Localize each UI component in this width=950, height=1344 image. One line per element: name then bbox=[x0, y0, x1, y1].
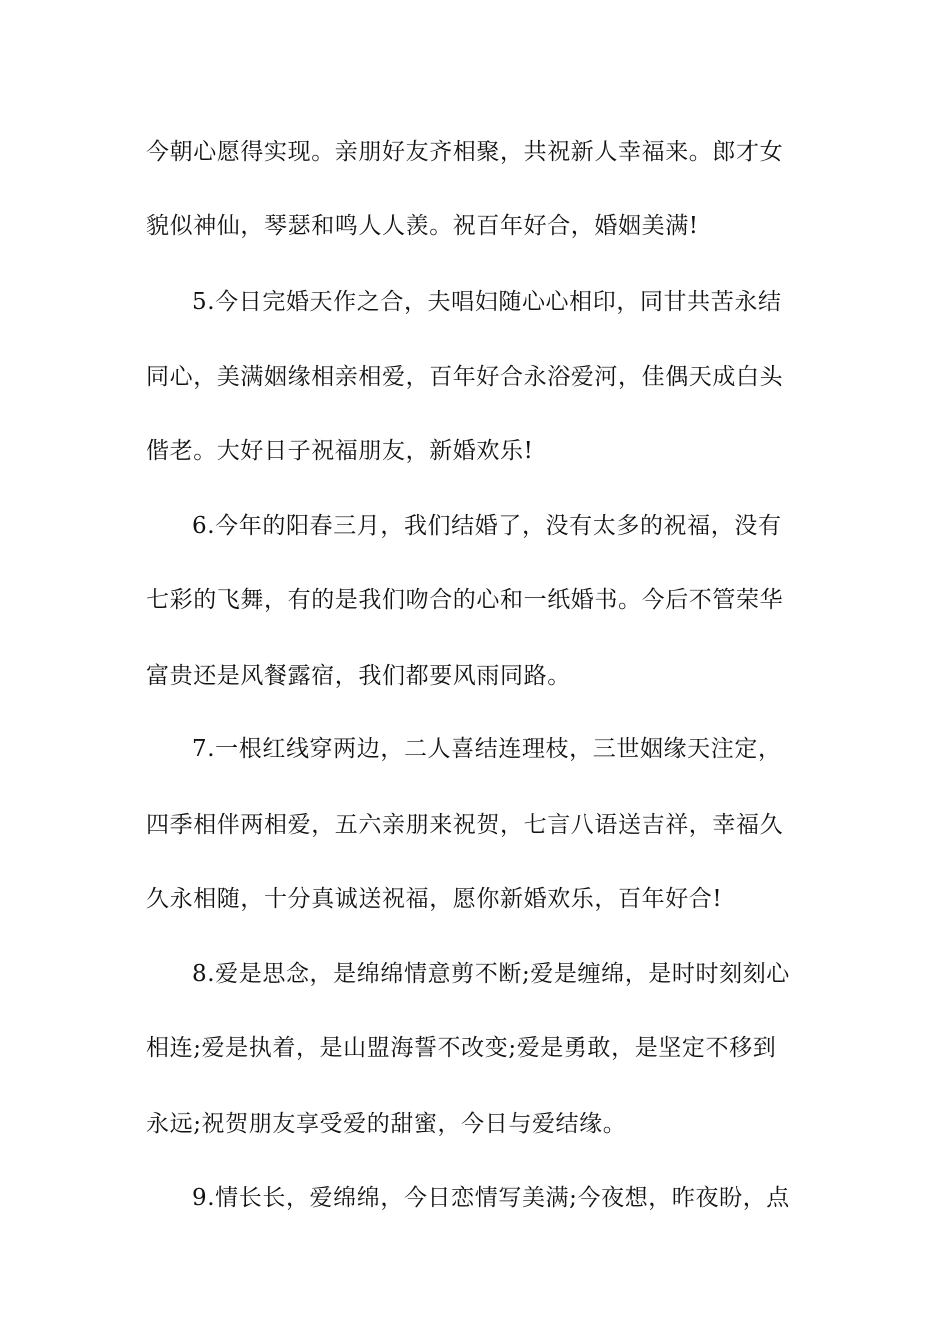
paragraph-5-start: 5.今日完婚天作之合，夫唱妇随心心相印，同甘共苦永结 bbox=[192, 289, 782, 315]
text-line: 偕老。大好日子祝福朋友，新婚欢乐! bbox=[146, 438, 534, 464]
text-line: 七彩的飞舞，有的是我们吻合的心和一纸婚书。今后不管荣华 bbox=[146, 587, 784, 613]
text-line: 久永相随，十分真诚送祝福，愿你新婚欢乐，百年好合! bbox=[146, 886, 723, 912]
text-line: 永远;祝贺朋友享受爱的甜蜜，今日与爱结缘。 bbox=[146, 1111, 627, 1137]
paragraph-8-start: 8.爱是思念，是绵绵情意剪不断;爱是缠绵，是时时刻刻心 bbox=[192, 961, 790, 987]
text-line: 今朝心愿得实现。亲朋好友齐相聚，共祝新人幸福来。郎才女 bbox=[146, 139, 784, 165]
text-line: 四季相伴两相爱，五六亲朋来祝贺，七言八语送吉祥，幸福久 bbox=[146, 812, 784, 838]
text-line: 相连;爱是执着，是山盟海誓不改变;爱是勇敢，是坚定不移到 bbox=[146, 1035, 777, 1061]
text-line: 同心，美满姻缘相亲相爱，百年好合永浴爱河，佳偶天成白头 bbox=[146, 364, 784, 390]
text-line: 貌似神仙，琴瑟和鸣人人羡。祝百年好合，婚姻美满! bbox=[146, 213, 699, 239]
paragraph-9-start: 9.情长长，爱绵绵，今日恋情写美满;今夜想，昨夜盼，点 bbox=[192, 1185, 790, 1211]
paragraph-6-start: 6.今年的阳春三月，我们结婚了，没有太多的祝福，没有 bbox=[192, 513, 782, 539]
paragraph-7-start: 7.一根红线穿两边，二人喜结连理枝，三世姻缘天注定， bbox=[192, 736, 782, 762]
text-line: 富贵还是风餐露宿，我们都要风雨同路。 bbox=[146, 663, 571, 689]
